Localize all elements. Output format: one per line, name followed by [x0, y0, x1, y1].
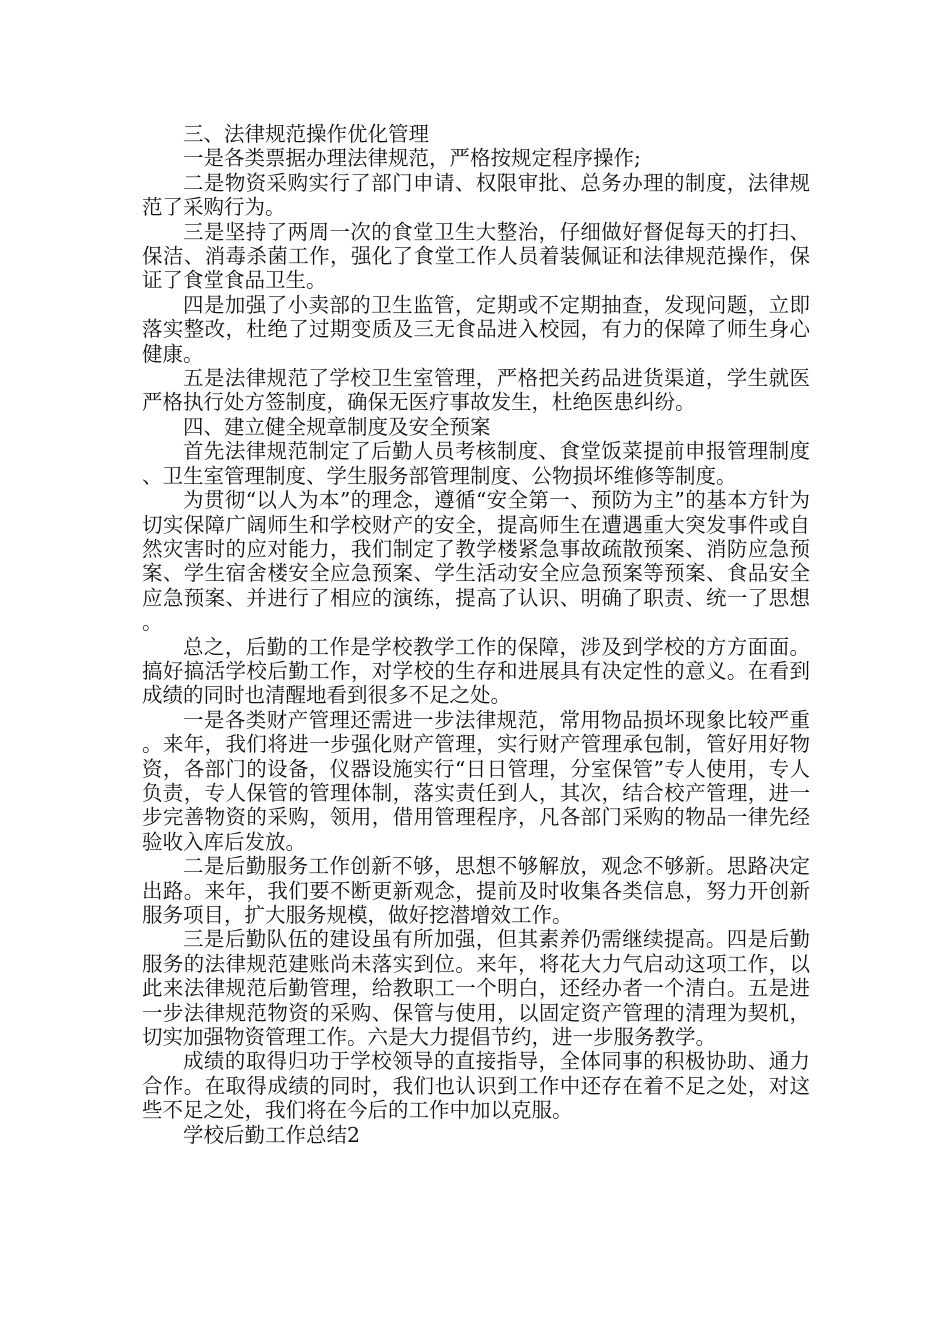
paragraph: 成绩的取得归功于学校领导的直接指导，全体同事的积极协助、通力合作。在取得成绩的同时，我们也认识到工作中还存在着不足之处，对这些不足之处，我们将在今后的工作中加以克服。: [142, 1049, 810, 1123]
paragraph: 为贯彻“以人为本”的理念，遵循“安全第一、预防为主”的基本方针为切实保障广阔师生和学校财产的安全，提高师生在遭遇重大突发事件或自然灾害时的应对能力，我们制定了教学楼紧急事故疏散预案、消防应急预案、学生宿舍楼安全应急预案、学生活动安全应急预案等预案、食品安全应急预案、并进行了相应的演练，提高了认识、明确了职责、统一了思想。: [142, 488, 810, 635]
paragraph: 一是各类财产管理还需进一步法律规范，常用物品损坏现象比较严重。来年，我们将进一步强化财产管理，实行财产管理承包制，管好用好物资，各部门的设备，仪器设施实行“日日管理，分室保管”专人使用，专人负责，专人保管的管理体制，落实责任到人，其次，结合校产管理，进一步完善物资的采购，领用，借用管理程序，凡各部门采购的物品一律先经验收入库后发放。: [142, 707, 810, 854]
document-body: [142, 122, 810, 1147]
section-heading-3: 三、法律规范操作优化管理: [183, 122, 429, 146]
paragraph: 三是后勤队伍的建设虽有所加强，但其素养仍需继续提高。四是后勤服务的法律规范建账尚未落实到位。来年，将花大力气启动这项工作，以此来法律规范后勤管理，给教职工一个明白，还经办者一个清白。五是进一步法律规范物资的采购、保管与使用，以固定资产管理的清理为契机，切实加强物资管理工作。六是大力提倡节约，进一步服务教学。: [142, 927, 810, 1050]
paragraph: 二是后勤服务工作创新不够，思想不够解放，观念不够新。思路决定出路。来年，我们要不断更新观念，提前及时收集各类信息，努力开创新服务项目，扩大服务规模，做好挖潜增效工作。: [142, 854, 810, 927]
next-section-title: 学校后勤工作总结2: [183, 1122, 361, 1147]
paragraph: 五是法律规范了学校卫生室管理，严格把关药品进货渠道，学生就医严格执行处方签制度，确保无医疗事故发生，杜绝医患纠纷。: [142, 366, 810, 415]
paragraph: 总之，后勤的工作是学校教学工作的保障，涉及到学校的方方面面。搞好搞活学校后勤工作，对学校的生存和进展具有决定性的意义。在看到成绩的同时也清醒地看到很多不足之处。: [142, 634, 810, 708]
paragraph: 四是加强了小卖部的卫生监管，定期或不定期抽查，发现问题，立即落实整改，杜绝了过期变质及三无食品进入校园，有力的保障了师生身心健康。: [142, 292, 810, 366]
paragraph: 首先法律规范制定了后勤人员考核制度、食堂饭菜提前申报管理制度、卫生室管理制度、学生服务部管理制度、公物损坏维修等制度。: [142, 439, 810, 488]
paragraph: 一是各类票据办理法律规范，严格按规定程序操作;: [183, 146, 641, 171]
section-heading-4: 四、建立健全规章制度及安全预案: [183, 414, 491, 439]
paragraph: 二是物资采购实行了部门申请、权限审批、总务办理的制度，法律规范了采购行为。: [142, 170, 810, 220]
paragraph: 三是坚持了两周一次的食堂卫生大整治，仔细做好督促每天的打扫、保洁、消毒杀菌工作，强化了食堂工作人员着装佩证和法律规范操作，保证了食堂食品卫生。: [142, 219, 810, 293]
